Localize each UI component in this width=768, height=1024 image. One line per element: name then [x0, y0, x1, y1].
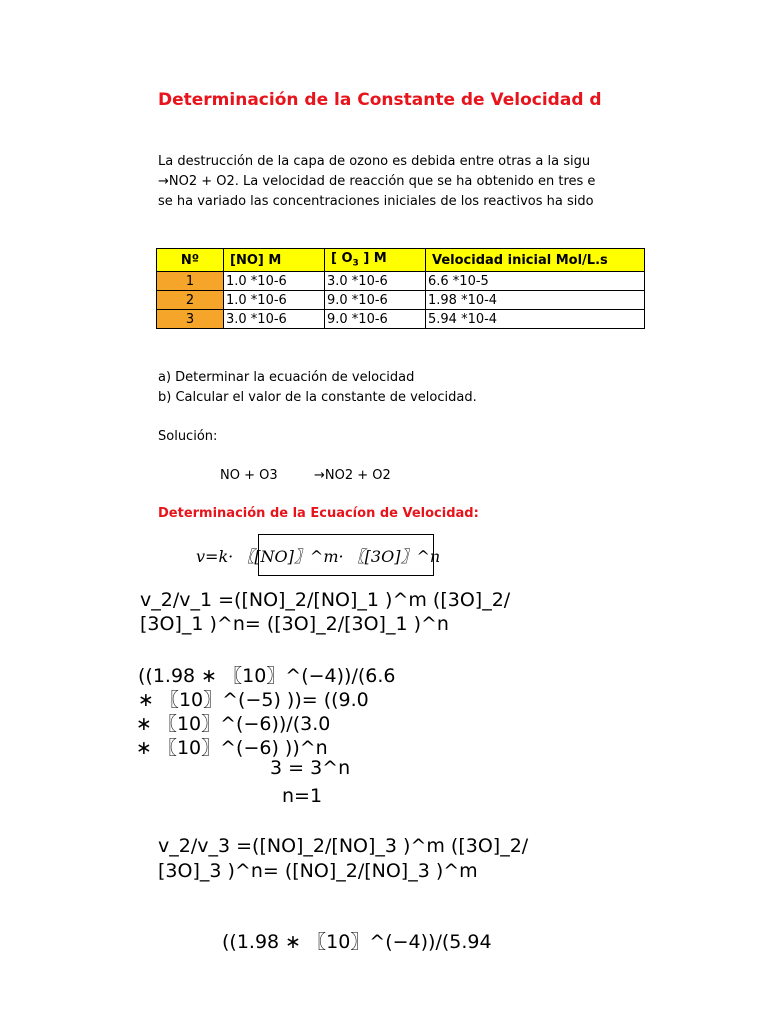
table-row — [157, 272, 645, 291]
solution-label: Solución: — [158, 429, 218, 444]
table-header-row — [157, 249, 645, 272]
header-no-concentration: [NO] M — [224, 249, 325, 272]
ratio-equation-2-line-1: v_2/v_3 =([NO]_2/[NO]_3 )^m ([3O]_2/ — [158, 835, 529, 857]
data-table — [156, 248, 645, 329]
ratio-equation-1-line-1: v_2/v_1 =([NO]_2/[NO]_1 )^m ([3O]_2/ — [140, 589, 511, 611]
header-initial-rate: Velocidad inicial Mol/L.s — [426, 249, 645, 272]
cell-no: 3.0 *10-6 — [224, 310, 325, 329]
question-a: a) Determinar la ecuación de velocidad — [158, 370, 415, 385]
cell-o3: 3.0 *10-6 — [325, 272, 426, 291]
rate-law-equation: v=k· 〖[NO]〗^m· 〖[3O]〗^n — [196, 547, 441, 566]
numeric-equation-1-line-4: ∗ 〖10〗^(−6) ))^n — [136, 737, 328, 759]
intro-line-2: →NO2 + O2. La velocidad de reacción que se ha obtenido en tres e — [158, 174, 596, 189]
numeric-equation-1-line-1: ((1.98 ∗ 〖10〗^(−4))/(6.6 — [138, 665, 396, 687]
row-number: 3 — [157, 310, 224, 329]
cell-o3: 9.0 *10-6 — [325, 310, 426, 329]
header-o3-open: [ O — [331, 251, 353, 267]
row-number: 2 — [157, 291, 224, 310]
document-title: Determinación de la Constante de Velocidad d — [158, 90, 602, 110]
cell-rate: 5.94 *10-4 — [426, 310, 645, 329]
header-o3-subscript: 3 — [352, 258, 359, 269]
ratio-equation-1-line-2: [3O]_1 )^n= ([3O]_2/[3O]_1 )^n — [140, 613, 449, 635]
table-row — [157, 310, 645, 329]
numeric-equation-2-line-1: ((1.98 ∗ 〖10〗^(−4))/(5.94 — [222, 931, 492, 953]
result-1-value: n=1 — [282, 785, 323, 807]
cell-o3: 9.0 *10-6 — [325, 291, 426, 310]
reaction-products: →NO2 + O2 — [314, 468, 391, 483]
header-o3-close: ] M — [358, 251, 387, 267]
reaction-reactants: NO + O3 — [220, 468, 278, 483]
row-number: 1 — [157, 272, 224, 291]
intro-line-1: La destrucción de la capa de ozono es debida entre otras a la sigu — [158, 154, 591, 169]
cell-rate: 1.98 *10-4 — [426, 291, 645, 310]
section-heading: Determinación de la Ecuacíon de Velocidad: — [158, 506, 479, 521]
cell-no: 1.0 *10-6 — [224, 272, 325, 291]
result-1-equation: 3 = 3^n — [270, 757, 351, 779]
ratio-equation-2-line-2: [3O]_3 )^n= ([NO]_2/[NO]_3 )^m — [158, 860, 478, 882]
header-o3-concentration — [325, 249, 426, 272]
intro-line-3: se ha variado las concentraciones iniciales de los reactivos ha sido — [158, 194, 594, 209]
header-number: Nº — [157, 249, 224, 272]
question-b: b) Calcular el valor de la constante de velocidad. — [158, 390, 477, 405]
numeric-equation-1-line-3: ∗ 〖10〗^(−6))/(3.0 — [136, 713, 331, 735]
cell-rate: 6.6 *10-5 — [426, 272, 645, 291]
table-row — [157, 291, 645, 310]
cell-no: 1.0 *10-6 — [224, 291, 325, 310]
numeric-equation-1-line-2: ∗ 〖10〗^(−5) ))= ((9.0 — [138, 689, 369, 711]
